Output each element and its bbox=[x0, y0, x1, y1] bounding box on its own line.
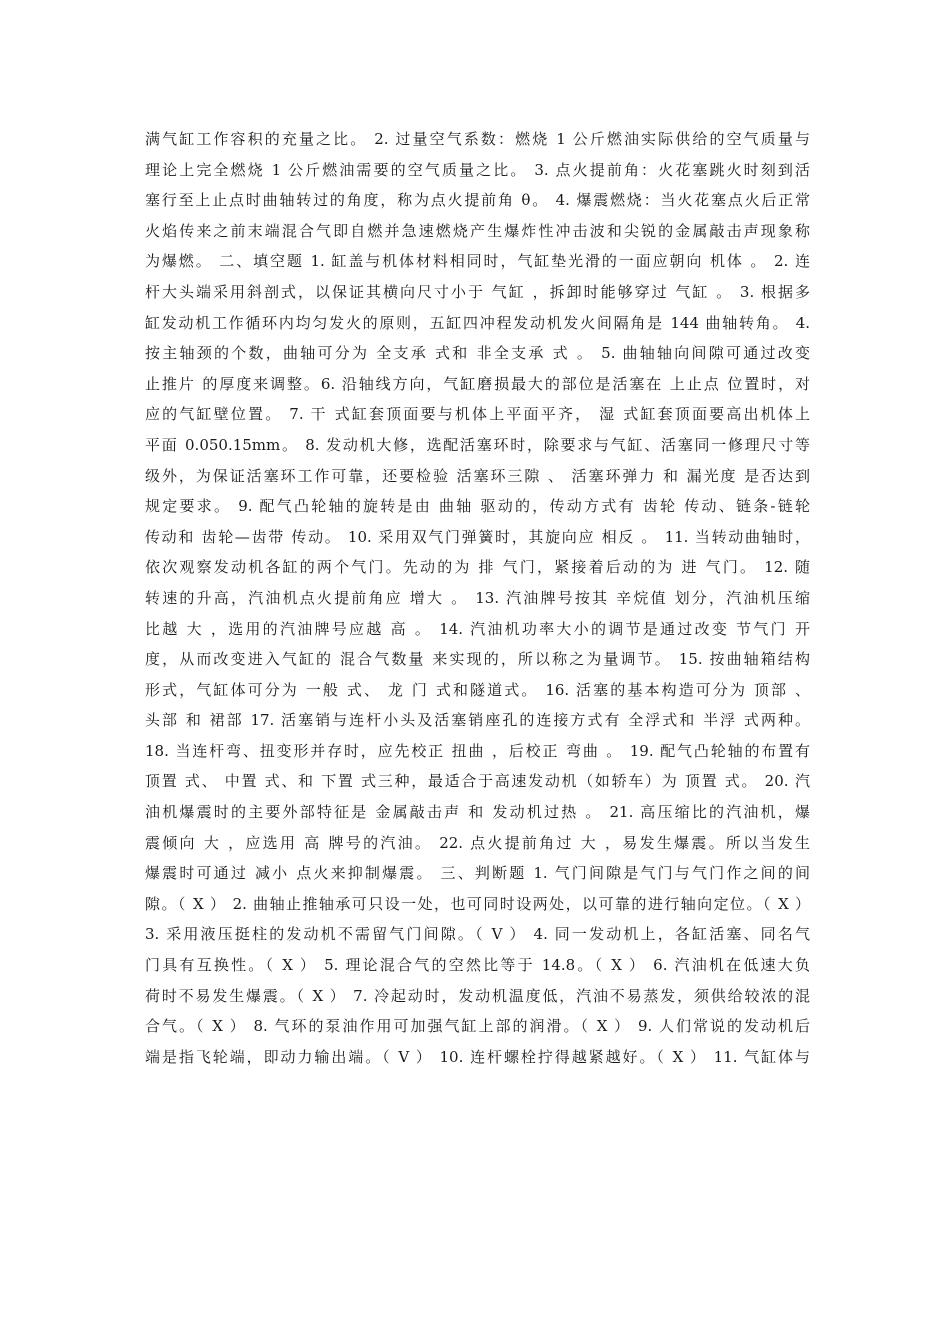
text-line: 形式，气缸体可分为 一般 式、 龙 门 式和隧道式。 16. 活塞的基本构造可分为 顶部 、 bbox=[145, 680, 810, 699]
text-line: 为爆燃。 二、填空题 1. 缸盖与机体材料相同时，气缸垫光滑的一面应朝向 机体 。 2. 连 bbox=[145, 252, 810, 271]
text-line: 级外，为保证活塞环工作可靠，还要检验 活塞环三隙 、 活塞环弹力 和 漏光度 是否达到 bbox=[145, 466, 810, 485]
text-line: 止推片 的厚度来调整。6. 沿轴线方向，气缸磨损最大的部位是活塞在 上止点 位置时，对 bbox=[145, 374, 810, 393]
text-line: 隙。（ X ） 2. 曲轴止推轴承可只设一处，也可同时设两处，以可靠的进行轴向定位。（ X ） bbox=[145, 894, 810, 913]
text-line: 油机爆震时的主要外部特征是 金属敲击声 和 发动机过热 。 21. 高压缩比的汽油机，爆 bbox=[145, 803, 810, 822]
text-line: 端是指飞轮端，即动力输出端。（ V ） 10. 连杆螺栓拧得越紧越好。（ X ） 11. 气缸体与 bbox=[145, 1047, 810, 1066]
text-line: 应的气缸壁位置。 7. 干 式缸套顶面要与机体上平面平齐， 湿 式缸套顶面要高出机体上 bbox=[145, 405, 810, 424]
text-line: 缸发动机工作循环内均匀发火的原则，五缸四冲程发动机发火间隔角是 144 曲轴转角。 4. bbox=[145, 313, 810, 332]
text-line: 火焰传来之前末端混合气即自燃并急速燃烧产生爆炸性冲击波和尖锐的金属敲击声现象称 bbox=[145, 221, 810, 240]
text-line: 满气缸工作容积的充量之比。 2. 过量空气系数：燃烧 1 公斤燃油实际供给的空气质量与 bbox=[145, 130, 810, 148]
text-line: 平面 0.050.15mm。 8. 发动机大修，选配活塞环时，除要求与气缸、活塞同一修理尺寸等 bbox=[145, 435, 810, 454]
text-line: 爆震时可通过 减小 点火来抑制爆震。 三、判断题 1. 气门间隙是气门与气门作之间的间 bbox=[145, 864, 810, 883]
text-line: 合气。（ X ） 8. 气环的泵油作用可加强气缸上部的润滑。（ X ） 9. 人们常说的发动机后 bbox=[145, 1017, 810, 1036]
text-line: 3. 采用液压挺柱的发动机不需留气门间隙。（ V ） 4. 同一发动机上，各缸活塞、同名气 bbox=[145, 925, 810, 944]
text-line: 顶置 式、 中置 式、和 下置 式三种，最适合于高速发动机（如轿车）为 顶置 式。 20. 汽 bbox=[145, 772, 810, 791]
text-line: 按主轴颈的个数，曲轴可分为 全支承 式和 非全支承 式 。 5. 曲轴轴向间隙可通过改变 bbox=[145, 344, 810, 363]
text-line: 震倾向 大 ，应选用 高 牌号的汽油。 22. 点火提前角过 大 ，易发生爆震。所以当发生 bbox=[145, 833, 810, 852]
text-line: 传动和 齿轮—齿带 传动。 10. 采用双气门弹簧时，其旋向应 相反 。 11. 当转动曲轴时， bbox=[145, 527, 810, 546]
text-line: 规定要求。 9. 配气凸轮轴的旋转是由 曲轴 驱动的，传动方式有 齿轮 传动、链条-链轮 bbox=[145, 497, 810, 516]
text-line: 依次观察发动机各缸的两个气门。先动的为 排 气门，紧接着后动的为 进 气门。 12. 随 bbox=[145, 558, 810, 577]
text-line: 理论上完全燃烧 1 公斤燃油需要的空气质量之比。 3. 点火提前角：火花塞跳火时刻到活 bbox=[145, 160, 810, 179]
text-line: 头部 和 裙部 17. 活塞销与连杆小头及活塞销座孔的连接方式有 全浮式和 半浮 式两种。 bbox=[145, 711, 810, 730]
text-line: 18. 当连杆弯、扭变形并存时，应先校正 扭曲 ，后校正 弯曲 。 19. 配气凸轮轴的布置有 bbox=[145, 741, 810, 760]
body-text bbox=[145, 124, 810, 1072]
text-line: 门具有互换性。（ X ） 5. 理论混合气的空然比等于 14.8。（ X ） 6. 汽油机在低速大负 bbox=[145, 956, 810, 975]
text-line: 度，从而改变进入气缸的 混合气数量 来实现的，所以称之为量调节。 15. 按曲轴箱结构 bbox=[145, 650, 810, 669]
text-line: 荷时不易发生爆震。（ X ） 7. 冷起动时，发动机温度低，汽油不易蒸发，须供给较浓的混 bbox=[145, 986, 810, 1005]
text-line: 杆大头端采用斜剖式，以保证其横向尺寸小于 气缸 ，拆卸时能够穿过 气缸 。 3. 根据多 bbox=[145, 282, 810, 301]
text-line: 塞行至上止点时曲轴转过的角度，称为点火提前角 θ。 4. 爆震燃烧：当火花塞点火后正常 bbox=[145, 191, 810, 210]
text-line: 转速的升高，汽油机点火提前角应 增大 。 13. 汽油牌号按其 辛烷值 划分，汽油机压缩 bbox=[145, 588, 810, 607]
text-line: 比越 大 ，选用的汽油牌号应越 高 。 14. 汽油机功率大小的调节是通过改变 节气门 开 bbox=[145, 619, 810, 638]
